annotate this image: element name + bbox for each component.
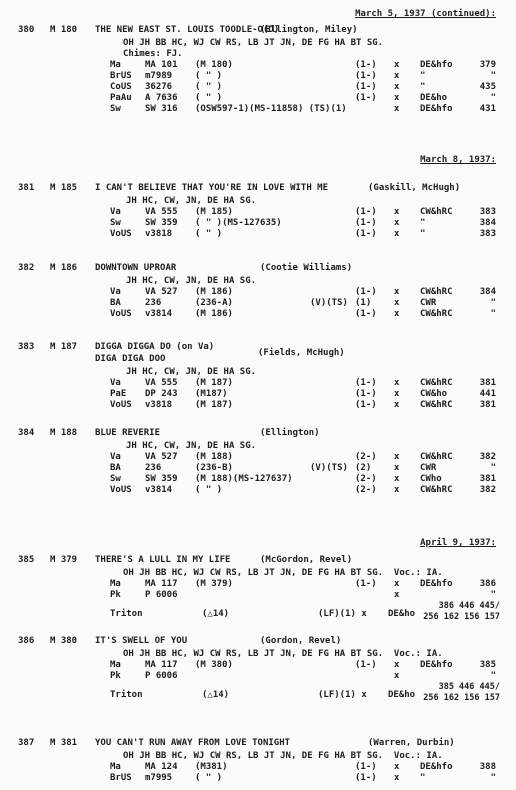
catalog-number: MA 117 — [145, 579, 178, 589]
coupling-ref: " — [490, 71, 496, 81]
song-title: DIGGA DIGGA DO (on Va) — [95, 342, 215, 352]
catalog-number: v3818 — [145, 400, 173, 410]
take: (2) — [355, 463, 372, 473]
triton-refs-bottom: 256 162 156 157 — [423, 612, 500, 622]
cross-mark: x — [394, 93, 400, 103]
coupling-code: DE&hfo — [420, 60, 453, 70]
coupling-code: CW&hRC — [420, 287, 453, 297]
issue-label: CoUS — [110, 82, 132, 92]
cross-mark: x — [394, 60, 400, 70]
coupling-ref: " — [490, 773, 496, 783]
take: (1-) — [355, 389, 377, 399]
coupling-ref: " — [490, 463, 496, 473]
matrix-ref: ( " ) — [195, 485, 223, 495]
matrix-number: M 379 — [50, 555, 78, 565]
coupling-ref: 381 — [479, 378, 496, 388]
song-title: YOU CAN'T RUN AWAY FROM LOVE TONIGHT — [95, 738, 291, 748]
matrix-ref: (M 188) — [195, 452, 233, 462]
take: (2-) — [355, 485, 377, 495]
catalog-number: VA 527 — [145, 452, 178, 462]
triton-take: (LF)(1) x — [318, 609, 367, 619]
triton-take: (LF)(1) x — [318, 690, 367, 700]
catalog-number: MA 124 — [145, 762, 178, 772]
triton-number: (△14) — [202, 609, 230, 619]
personnel: OH JH BB HC, WJ CW RS, LB JT JN, DE FG HA BT SG. Voc.: IA. — [123, 751, 443, 761]
cross-mark: x — [394, 773, 400, 783]
take: (1-) — [355, 287, 377, 297]
catalog-number: VA 555 — [145, 207, 178, 217]
matrix-ref: (M 379) — [195, 579, 233, 589]
matrix-ref: (M 186) — [195, 309, 233, 319]
coupling-ref: 431 — [479, 104, 496, 114]
coupling-code: " — [420, 773, 426, 783]
cross-mark: x — [394, 579, 400, 589]
coupling-code: " — [420, 82, 426, 92]
composer: (Gaskill, McHugh) — [368, 183, 461, 193]
issue-label: VoUS — [110, 485, 132, 495]
coupling-ref: 384 — [479, 218, 496, 228]
song-title: THERE'S A LULL IN MY LIFE — [95, 555, 231, 565]
song-title: DOWNTOWN UPROAR — [95, 263, 177, 273]
cross-mark: x — [394, 762, 400, 772]
catalog-number: P 6006 — [145, 671, 178, 681]
personnel: JH HC, CW, JN, DE HA SG. — [126, 441, 257, 451]
catalog-number: VA 555 — [145, 378, 178, 388]
matrix-ref: (M381) — [195, 762, 228, 772]
cross-mark: x — [394, 485, 400, 495]
catalog-number: 36276 — [145, 82, 173, 92]
cross-mark: x — [394, 207, 400, 217]
issue-label: Sw — [110, 104, 121, 114]
catalog-number: v3814 — [145, 485, 173, 495]
issue-label: Va — [110, 287, 121, 297]
matrix-ref: (M 187) — [195, 378, 233, 388]
entry-number: 381 — [18, 183, 35, 193]
issue-label: Ma — [110, 579, 121, 589]
coupling-ref: " — [490, 298, 496, 308]
coupling-code: " — [420, 229, 426, 239]
take: (1-) — [355, 229, 377, 239]
matrix-number: M 381 — [50, 738, 78, 748]
cross-mark: x — [394, 229, 400, 239]
coupling-code: DE&hfo — [420, 104, 453, 114]
issue-label: Va — [110, 378, 121, 388]
coupling-ref: 385 — [479, 660, 496, 670]
matrix-ref: ( " ) — [195, 71, 223, 81]
cross-mark: x — [394, 287, 400, 297]
entry-number: 382 — [18, 263, 35, 273]
matrix-ref: (M 180) — [195, 60, 233, 70]
take: (1-) — [355, 579, 377, 589]
song-title: BLUE REVERIE — [95, 428, 161, 438]
coupling-code: CW&hRC — [420, 309, 453, 319]
matrix-ref: ( " ) — [195, 773, 223, 783]
catalog-number: SW 359 — [145, 218, 178, 228]
matrix-ref: (M 187) — [195, 400, 233, 410]
cross-mark: x — [394, 452, 400, 462]
cross-mark: x — [394, 590, 400, 600]
coupling-code: CW&hRC — [420, 485, 453, 495]
coupling-ref: 435 — [479, 82, 496, 92]
song-title: IT'S SWELL OF YOU — [95, 636, 188, 646]
personnel: JH HC, CW, JN, DE HA SG. — [126, 276, 257, 286]
coupling-ref: 382 — [479, 452, 496, 462]
matrix-ref: (236-A) — [195, 298, 233, 308]
matrix-ref: (M 185) — [195, 207, 233, 217]
entry-number: 383 — [18, 342, 35, 352]
matrix-ref: (M 186) — [195, 287, 233, 297]
composer: (Ellington, Miley) — [260, 25, 358, 35]
issue-label: VoUS — [110, 309, 132, 319]
section-date: April 9, 1937: — [420, 538, 496, 548]
coupling-ref: 384 — [479, 287, 496, 297]
coupling-code: " — [420, 218, 426, 228]
coupling-ref: 381 — [479, 400, 496, 410]
take: (1-) — [355, 400, 377, 410]
cross-mark: x — [394, 660, 400, 670]
catalog-number: A 7636 — [145, 93, 178, 103]
take: (1-) — [355, 207, 377, 217]
coupling-ref: 441 — [479, 389, 496, 399]
coupling-code: CW&hRC — [420, 452, 453, 462]
coupling-ref: 383 — [479, 229, 496, 239]
issue-label: VoUS — [110, 229, 132, 239]
take: (2-) — [355, 452, 377, 462]
section-date: March 5, 1937 (continued): — [355, 9, 496, 19]
issue-label: Pk — [110, 671, 121, 681]
cross-mark: x — [394, 82, 400, 92]
composer: (Gordon, Revel) — [260, 636, 342, 646]
take: (1-) — [355, 218, 377, 228]
issue-label: Ma — [110, 60, 121, 70]
coupling-ref: " — [490, 309, 496, 319]
coupling-ref: " — [490, 93, 496, 103]
triton-code: DE&ho — [388, 690, 416, 700]
coupling-ref: " — [490, 590, 496, 600]
triton-code: DE&ho — [388, 609, 416, 619]
alt-title: DIGA DIGA DOO — [95, 354, 166, 364]
composer: (McGordon, Revel) — [260, 555, 353, 565]
coupling-code: DE&hfo — [420, 762, 453, 772]
coupling-ref: 382 — [479, 485, 496, 495]
coupling-code: CWR — [420, 298, 437, 308]
triton-refs-top: 386 446 445/ — [438, 601, 500, 611]
coupling-code: DE&hfo — [420, 660, 453, 670]
matrix-number: M 188 — [50, 428, 78, 438]
coupling-ref: 379 — [479, 60, 496, 70]
cross-mark: x — [394, 378, 400, 388]
issue-label: BrUS — [110, 71, 132, 81]
personnel: OH JH BB HC, WJ CW RS, LB JT JN, DE FG HA BT SG. Voc.: IA. — [123, 568, 443, 578]
composer: (Fields, McHugh) — [258, 348, 345, 358]
coupling-ref: " — [490, 671, 496, 681]
personnel: JH HC, CW, JN, DE HA SG. — [126, 196, 257, 206]
cross-mark: x — [394, 71, 400, 81]
matrix-ref: (M 380) — [195, 660, 233, 670]
cross-mark: x — [394, 671, 400, 681]
triton-label: Triton — [110, 690, 143, 700]
take: (2-) — [355, 474, 377, 484]
catalog-number: DP 243 — [145, 389, 178, 399]
issue-label: VoUS — [110, 400, 132, 410]
take: (1-) — [355, 82, 377, 92]
matrix-ref: (236-B) — [195, 463, 233, 473]
catalog-number: 236 — [145, 463, 162, 473]
cross-mark: x — [394, 463, 400, 473]
issue-label: Va — [110, 452, 121, 462]
cross-mark: x — [394, 298, 400, 308]
catalog-number: SW 359 — [145, 474, 178, 484]
coupling-code: DE&hfo — [420, 579, 453, 589]
matrix-number: M 186 — [50, 263, 78, 273]
coupling-code: CW&hRC — [420, 207, 453, 217]
coupling-code: " — [420, 71, 426, 81]
matrix-number: M 185 — [50, 183, 78, 193]
catalog-number: MA 101 — [145, 60, 178, 70]
instrument-note: Chimes: FJ. — [123, 49, 183, 59]
issue-label: Sw — [110, 474, 121, 484]
issue-label: PaE — [110, 389, 127, 399]
cross-mark: x — [394, 218, 400, 228]
catalog-number: VA 527 — [145, 287, 178, 297]
entry-number: 386 — [18, 636, 35, 646]
coupling-ref: 381 — [479, 474, 496, 484]
composer: (Warren, Durbin) — [368, 738, 455, 748]
issue-label: Va — [110, 207, 121, 217]
coupling-code: CW&hRC — [420, 400, 453, 410]
catalog-number: P 6006 — [145, 590, 178, 600]
issue-label: PaAu — [110, 93, 132, 103]
issue-label: Ma — [110, 762, 121, 772]
catalog-number: MA 117 — [145, 660, 178, 670]
issue-label: Ma — [110, 660, 121, 670]
cross-mark: x — [394, 474, 400, 484]
take: (1-) — [355, 60, 377, 70]
catalog-number: SW 316 — [145, 104, 178, 114]
catalog-number: v3814 — [145, 309, 173, 319]
cross-mark: x — [394, 400, 400, 410]
coupling-ref: 386 — [479, 579, 496, 589]
composer: (Ellington) — [260, 428, 320, 438]
triton-label: Triton — [110, 609, 143, 619]
matrix-ref: ( " ) — [195, 93, 223, 103]
triton-refs-bottom: 256 162 156 157 — [423, 693, 500, 703]
take-prefix: (V)(TS) — [310, 463, 348, 473]
matrix-ref: (M187) — [195, 389, 228, 399]
catalog-number: v3818 — [145, 229, 173, 239]
cross-mark: x — [394, 389, 400, 399]
coupling-code: DE&ho — [420, 93, 448, 103]
take-prefix: (V)(TS) — [310, 298, 348, 308]
coupling-code: CWR — [420, 463, 437, 473]
matrix-ref: ( " ) — [195, 229, 223, 239]
take: (1-) — [355, 93, 377, 103]
coupling-code: CW&hRC — [420, 378, 453, 388]
cross-mark: x — [394, 309, 400, 319]
take: (1-) — [355, 660, 377, 670]
take: (1-) — [355, 773, 377, 783]
song-title: THE NEW EAST ST. LOUIS TOODLE-O(O) — [95, 25, 280, 35]
entry-number: 387 — [18, 738, 35, 748]
coupling-ref: 388 — [479, 762, 496, 772]
personnel: JH HC, CW, JN, DE HA SG. — [126, 367, 257, 377]
catalog-number: m7989 — [145, 71, 173, 81]
section-date: March 8, 1937: — [420, 155, 496, 165]
personnel: OH JH BB HC, WJ CW RS, LB JT JN, DE FG HA BT SG. Voc.: IA. — [123, 649, 443, 659]
issue-label: BA — [110, 298, 121, 308]
take: (1-) — [355, 378, 377, 388]
triton-number: (△14) — [202, 690, 230, 700]
matrix-number: M 187 — [50, 342, 78, 352]
personnel: OH JH BB HC, WJ CW RS, LB JT JN, DE FG HA BT SG. — [123, 38, 384, 48]
entry-number: 385 — [18, 555, 35, 565]
coupling-code: CWho — [420, 474, 442, 484]
issue-label: BrUS — [110, 773, 132, 783]
song-title: I CAN'T BELIEVE THAT YOU'RE IN LOVE WITH ME — [95, 183, 328, 193]
take: (1-) — [355, 762, 377, 772]
matrix-number: M 380 — [50, 636, 78, 646]
matrix-ref: (OSW597-1)(MS-11858) (TS)(1) — [195, 104, 347, 114]
entry-number: 384 — [18, 428, 35, 438]
composer: (Cootie Williams) — [260, 263, 353, 273]
matrix-number: M 180 — [50, 25, 78, 35]
coupling-ref: 383 — [479, 207, 496, 217]
issue-label: Sw — [110, 218, 121, 228]
coupling-code: CW&ho — [420, 389, 448, 399]
entry-number: 380 — [18, 25, 35, 35]
matrix-ref: ( " )(MS-127635) — [195, 218, 282, 228]
triton-refs-top: 385 446 445/ — [438, 682, 500, 692]
catalog-number: m7995 — [145, 773, 173, 783]
issue-label: Pk — [110, 590, 121, 600]
take: (1) — [355, 298, 372, 308]
matrix-ref: (M 188)(MS-127637) — [195, 474, 293, 484]
take: (1-) — [355, 71, 377, 81]
catalog-number: 236 — [145, 298, 162, 308]
take: (1-) — [355, 309, 377, 319]
cross-mark: x — [394, 104, 400, 114]
matrix-ref: ( " ) — [195, 82, 223, 92]
issue-label: BA — [110, 463, 121, 473]
